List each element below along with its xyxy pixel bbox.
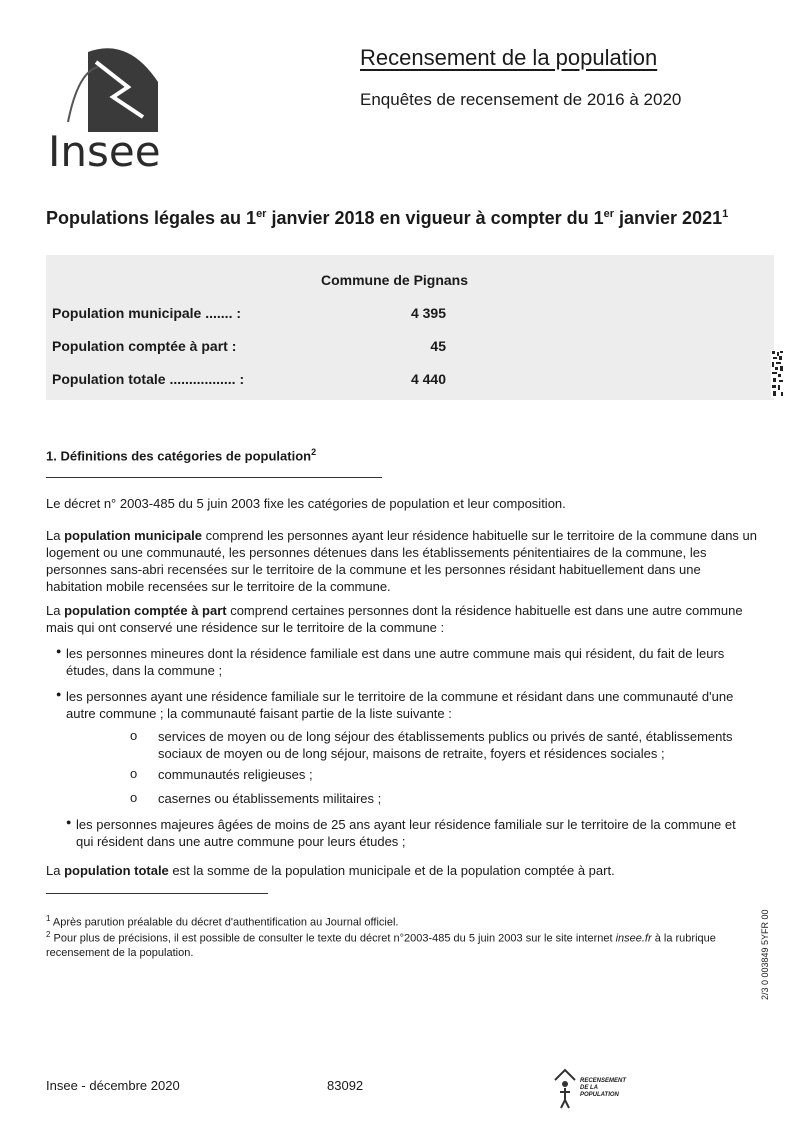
population-comptee-label: Population comptée à part : [52, 338, 237, 354]
para-text: comprend les personnes ayant leur résidence habituelle sur le territoire de la commune dans un logement ou une communauté, les personnes détenues dans les établissements pénitentiaires de la commune, les personnes sans-abri recensées sur le territoire de la commune et les personnes résidant habituellement dans une habitation mobile recensées sur le territoire de la commune. [46, 528, 758, 594]
bullet-icon: ● [56, 646, 62, 656]
recensement-logo [552, 1066, 627, 1112]
side-reference-code: 2/3 0 003849 5YFR 00 [760, 909, 770, 1000]
totale-paragraph [46, 862, 758, 879]
list-item [56, 645, 756, 679]
circle-bullet-icon: o [130, 790, 138, 805]
term-bold: population comptée à part [64, 603, 227, 618]
section-title [46, 447, 316, 463]
footnote-ref: 2 [311, 447, 317, 457]
sub-list-item [130, 766, 750, 783]
insee-logo [48, 42, 178, 176]
list-item-text: les personnes majeures âgées de moins de 25 ans ayant leur résidence familiale sur le territoire de la commune et qui résident dans une autre commune pour leurs études ; [76, 817, 736, 849]
footer-code: 83092 [327, 1078, 364, 1093]
footnote-number: 2 [46, 930, 51, 939]
sub-list-item [130, 728, 750, 762]
population-box [46, 255, 774, 400]
recensement-logo-text: RECENSEMENT DE LA POPULATION [580, 1078, 627, 1098]
circle-bullet-icon: o [130, 766, 138, 781]
footnote-1 [46, 912, 758, 930]
term-bold: population totale [64, 863, 169, 878]
recensement-logo-icon [552, 1066, 578, 1112]
term-bold: population municipale [64, 528, 203, 543]
footer-date: Insee - décembre 2020 [46, 1078, 180, 1093]
population-municipale-label: Population municipale ....... : [52, 305, 242, 321]
para-text: La [46, 863, 65, 878]
bullet-icon: ● [56, 689, 62, 699]
footnote-ref: 1 [722, 208, 729, 220]
population-totale-label: Population totale ................. : [52, 371, 245, 387]
intro-paragraph: Le décret n° 2003-485 du 5 juin 2003 fixe les catégories de population et leur composition. [46, 496, 566, 511]
barcode-icon [771, 350, 784, 398]
footnote-number: 1 [46, 914, 51, 923]
comptee-paragraph [46, 602, 758, 636]
population-comptee-value: 45 [430, 338, 446, 354]
footnote-text: Après parution préalable du décret d'authentification au Journal officiel. [50, 916, 399, 929]
insee-link[interactable]: insee.fr [615, 932, 652, 945]
footnote-divider [46, 893, 268, 894]
section-divider [46, 477, 382, 478]
list-item [56, 688, 756, 722]
para-text: est la somme de la population municipale et de la population comptée à part. [168, 863, 615, 878]
heading-text: janvier 2018 en vigueur à compter du 1 [266, 208, 604, 228]
sub-list-item-text: services de moyen ou de long séjour des établissements publics ou privés de santé, établissements sociaux de moyen ou de long séjour, maisons de retraite, foyers et résidences sociales ; [158, 729, 733, 761]
population-totale-value: 4 440 [410, 371, 446, 387]
document-title: Recensement de la population [360, 45, 658, 70]
para-text: La [46, 528, 65, 543]
list-item [66, 816, 756, 850]
sub-list-item-text: communautés religieuses ; [158, 767, 313, 782]
bullet-icon: ● [66, 817, 72, 827]
commune-name: Commune de Pignans [321, 272, 469, 288]
insee-wordmark: Insee [48, 127, 161, 176]
sub-list-item-text: casernes ou établissements militaires ; [158, 791, 382, 806]
heading-sup: er [603, 208, 615, 220]
section-title-text: 1. Définitions des catégories de population [46, 448, 312, 464]
sub-list-item [130, 790, 750, 807]
document-subtitle: Enquêtes de recensement de 2016 à 2020 [360, 90, 682, 109]
insee-logo-mark-icon [58, 42, 158, 132]
municipale-paragraph [46, 527, 758, 595]
circle-bullet-icon: o [130, 728, 138, 743]
para-text: comprend certaines personnes dont la résidence habituelle est dans une autre commune mais qui ont conservé une résidence sur le territoire de la commune : [46, 603, 743, 635]
list-item-text: les personnes ayant une résidence familiale sur le territoire de la commune et résidant dans une communauté d'une autre commune ; la communauté faisant partie de la liste suivante : [66, 689, 734, 721]
list-item-text: les personnes mineures dont la résidence familiale est dans une autre commune mais qui résident, du fait de leurs études, dans la commune ; [66, 646, 725, 678]
heading-text: Populations légales au 1 [46, 208, 257, 228]
heading-sup: er [256, 208, 267, 220]
footnote-text: à la rubrique recensement de la population. [46, 932, 716, 959]
heading-text: janvier 2021 [614, 208, 723, 228]
footnote-text: Pour plus de précisions, il est possible de consulter le texte du décret n°2003-485 du 5 juin 2003 sur le site internet [50, 932, 616, 945]
population-municipale-value: 4 395 [410, 305, 446, 321]
para-text: La [46, 603, 65, 618]
footnote-2 [46, 928, 758, 960]
main-heading [46, 208, 728, 229]
